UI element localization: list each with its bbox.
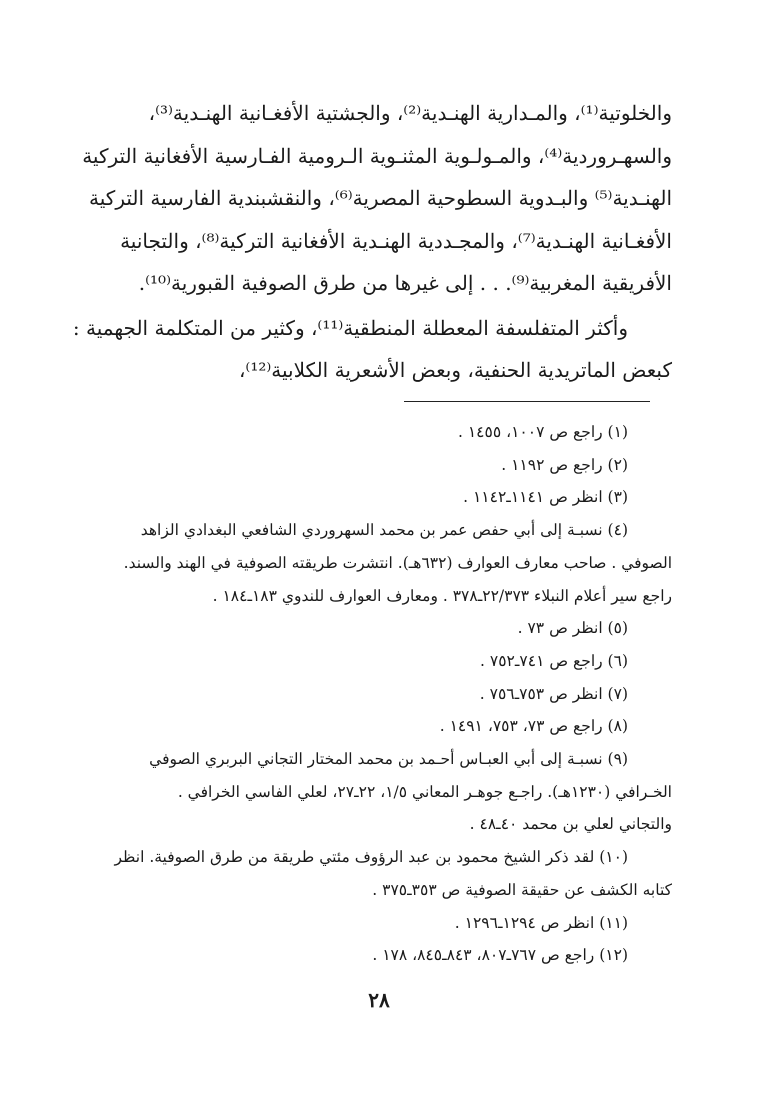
footnote-line: (٢) راجع ص ١١٩٢ . — [501, 455, 628, 474]
main-line: كبعض الماتريدية الحنفية، وبعض الأشعرية الكلابية⁽¹²⁾، — [238, 358, 672, 382]
main-text — [68, 92, 672, 392]
main-line: والخلوتية⁽¹⁾، والمـدارية الهنـدية⁽²⁾، والجشتية الأفغـانية الهنـدية⁽³⁾، — [148, 101, 672, 125]
footnote-line: (٧) انظر ص ٧٥٣ـ٧٥٦ . — [479, 684, 628, 703]
footnote-line: الصوفي . صاحب معارف العوارف (٦٣٢هـ). انتشرت طريقته الصوفية في الهند والسند. — [123, 553, 672, 572]
main-line: الأفريقية المغربية⁽⁹⁾. . . إلى غيرها من طرق الصوفية القبورية⁽¹⁰⁾. — [138, 271, 672, 295]
footnote-line: (١٠) لقد ذكر الشيخ محمود بن عبد الرؤوف مئتي طريقة من طرق الصوفية. انظر — [114, 848, 628, 867]
footnote-line: الخـرافي (١٢٣٠هـ). راجـع جوهـر المعاني ١/٥، ٢٢ـ٢٧، لعلي الفاسي الخرافي . — [177, 782, 672, 801]
footnote-line: (٩) نسبـة إلى أبي العبـاس أحـمد بن محمد المختار التجاني البربري الصوفي — [149, 750, 628, 769]
footnote-line: كتابه الكشف عن حقيقة الصوفية ص ٣٥٣ـ٣٧٥ . — [372, 880, 672, 899]
footnotes — [68, 416, 672, 972]
main-line: وأكثر المتفلسفة المعطلة المنطقية⁽¹¹⁾، وكثير من المتكلمة الجهمية : — [72, 315, 628, 340]
main-line: الأفغـانية الهنـدية⁽⁷⁾، والمجـددية الهنـدية الأفغانية التركية⁽⁸⁾، والتجانية — [120, 228, 672, 253]
footnote-line: والتجاني لعلي بن محمد ٤٠ـ٤٨ . — [469, 815, 672, 834]
footnote-line: (٤) نسبـة إلى أبي حفص عمر بن محمد السهروردي الشافعي البغدادي الزاهد — [140, 521, 628, 540]
main-line: والسهـروردية⁽⁴⁾، والمـولـوية المثنـوية الـرومية الفـارسية الأفغانية التركية — [82, 143, 672, 168]
main-line: الهنـدية⁽⁵⁾ والبـدوية السطوحية المصرية⁽⁶⁾، والنقشبندية الفارسية التركية — [89, 186, 672, 210]
footnote-line: (١١) انظر ص ١٢٩٤ـ١٢٩٦ . — [454, 913, 628, 932]
footnote-line: (٨) راجع ص ٧٣، ٧٥٣، ١٤٩١ . — [439, 717, 628, 736]
footnote-line: (١) راجع ص ١٠٠٧، ١٤٥٥ . — [457, 423, 628, 441]
footnote-line: (٥) انظر ص ٧٣ . — [517, 619, 628, 638]
page-number: ٢٨ — [368, 988, 390, 1012]
footnote-line: راجع سير أعلام النبلاء ٢٢/٣٧٣ـ٣٧٨ . ومعارف العوارف للندوي ١٨٣ـ١٨٤ . — [212, 586, 672, 605]
footnote-line: (١٢) راجع ص ٧٦٧ـ٨٠٧، ٨٤٣ـ٨٤٥، ١٧٨ . — [372, 946, 628, 965]
footnote-separator — [404, 401, 650, 402]
footnote-line: (٦) راجع ص ٧٤١ـ٧٥٢ . — [480, 651, 628, 670]
footnote-line: (٣) انظر ص ١١٤١ـ١١٤٢ . — [463, 488, 628, 507]
